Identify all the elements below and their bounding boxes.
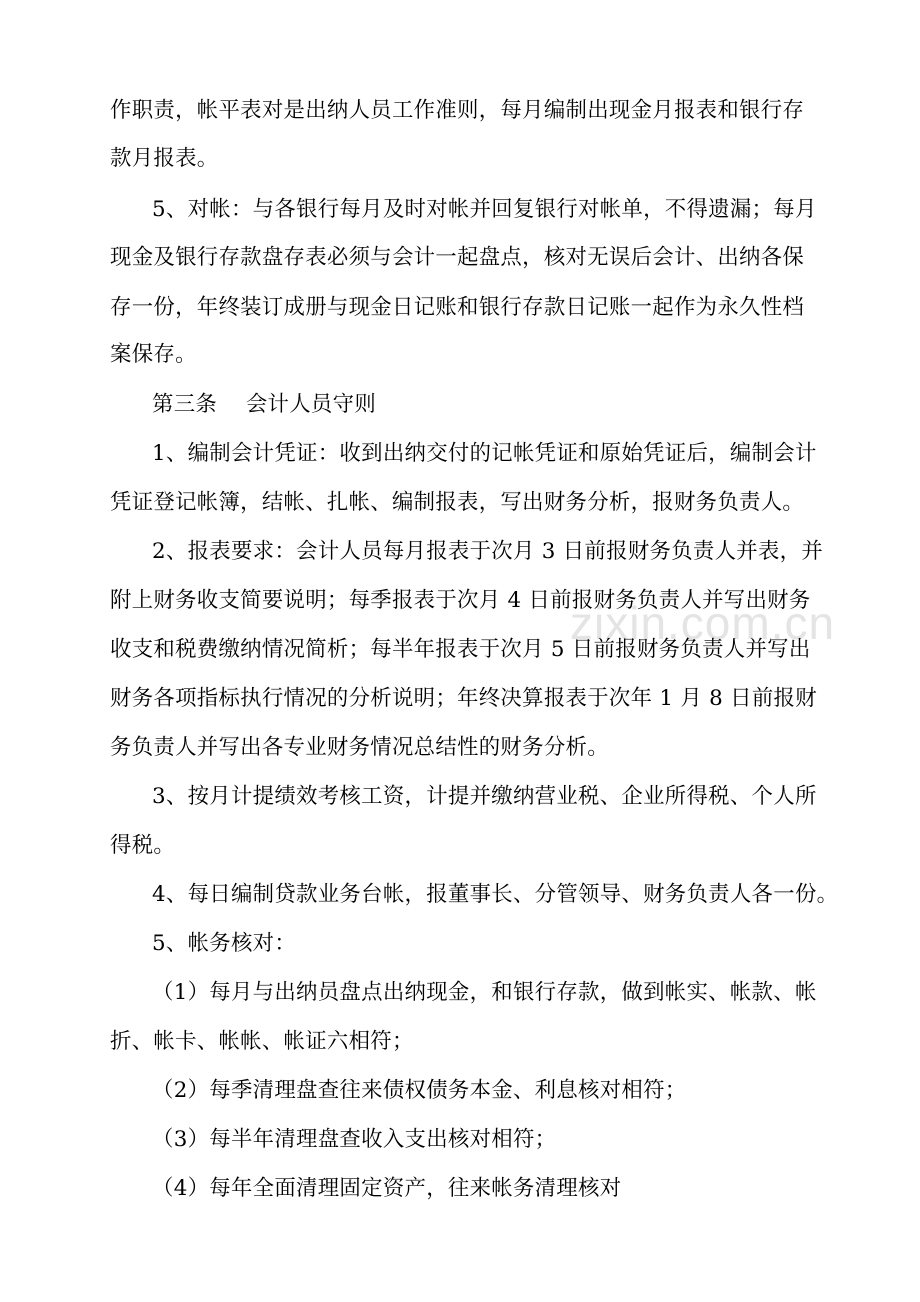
text-line: 2、报表要求：会计人员每月报表于次月 3 日前报财务负责人并表，并 <box>152 539 824 564</box>
text-line: 财务各项指标执行情况的分析说明；年终决算报表于次年 1 月 8 日前报财 <box>110 686 817 711</box>
list-item: （3）每半年清理盘查收入支出核对相符； <box>152 1127 557 1152</box>
text-line: 现金及银行存款盘存表必须与会计一起盘点，核对无误后会计、出纳各保 <box>110 245 805 270</box>
watermark: zixin.com.cn <box>570 597 836 649</box>
text-line: 4、每日编制贷款业务台帐，报董事长、分管领导、财务负责人各一份。 <box>152 882 839 907</box>
section-heading: 第三条 会计人员守则 <box>152 392 377 417</box>
text-line: 得税。 <box>110 833 176 858</box>
text-line: 附上财务收支简要说明；每季报表于次月 4 日前报财务负责人并写出财务 <box>110 588 811 613</box>
text-line: 凭证登记帐簿，结帐、扎帐、编制报表，写出财务分析，报财务负责人。 <box>110 490 805 515</box>
list-item: 折、帐卡、帐帐、帐证六相符； <box>110 1029 414 1054</box>
text-line: 收支和税费缴纳情况简析；每半年报表于次月 5 日前报财务负责人并写出 <box>110 637 811 662</box>
text-line: 案保存。 <box>110 342 197 367</box>
text-line: 5、帐务核对： <box>152 931 297 956</box>
text-line: 务负责人并写出各专业财务情况总结性的财务分析。 <box>110 735 609 760</box>
list-item: （1）每月与出纳员盘点出纳现金，和银行存款，做到帐实、帐款、帐 <box>152 980 817 1005</box>
text-line: 款月报表。 <box>110 146 219 171</box>
text-line: 存一份，年终装订成册与现金日记账和银行存款日记账一起作为永久性档 <box>110 295 805 320</box>
list-item: （2）每季清理盘查往来债权债务本金、利息核对相符； <box>152 1078 687 1103</box>
list-item: （4）每年全面清理固定资产，往来帐务清理核对 <box>152 1176 622 1201</box>
text-line: 3、按月计提绩效考核工资，计提并缴纳营业税、企业所得税、个人所 <box>152 784 817 809</box>
text-line: 5、对帐：与各银行每月及时对帐并回复银行对帐单，不得遗漏；每月 <box>152 197 817 222</box>
text-line: 1、编制会计凭证：收到出纳交付的记帐凭证和原始凭证后，编制会计 <box>152 441 817 466</box>
text-line: 作职责，帐平表对是出纳人员工作准则，每月编制出现金月报表和银行存 <box>110 98 805 123</box>
